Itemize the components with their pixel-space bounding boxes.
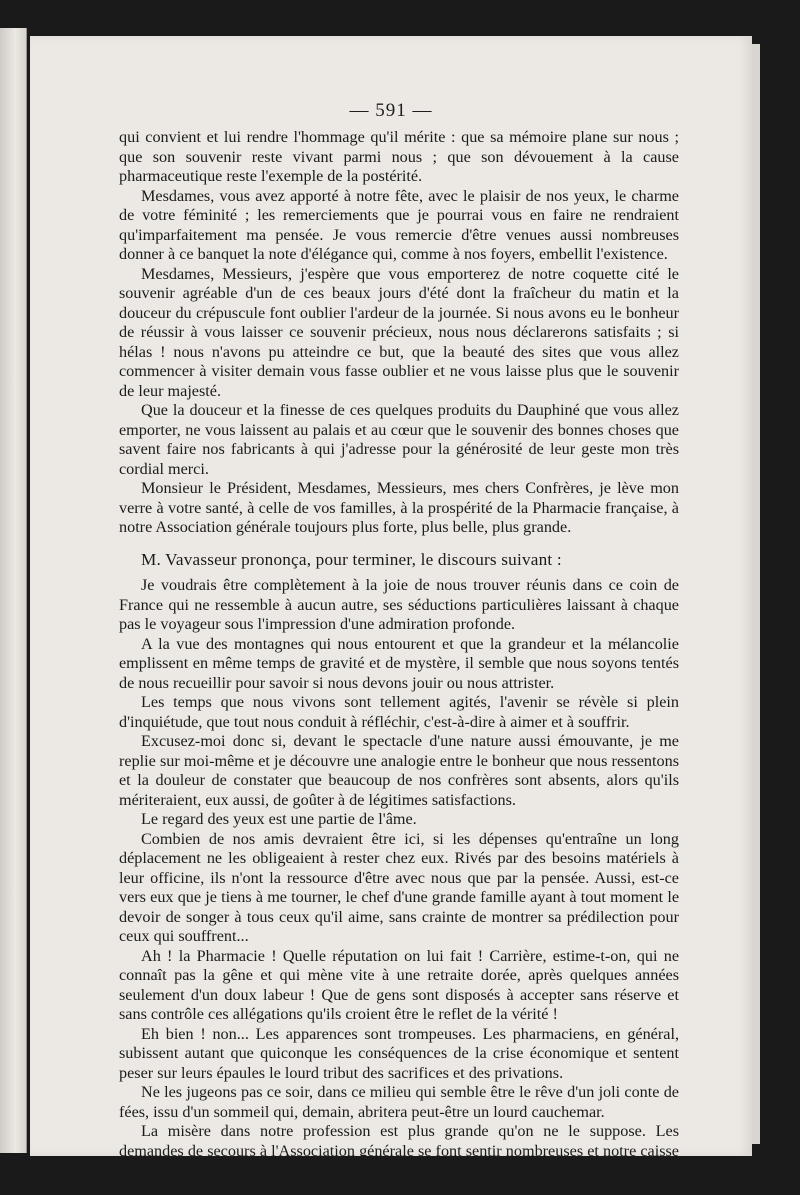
- paragraph: Le regard des yeux est une partie de l'âme.: [141, 810, 417, 828]
- paragraph: Ah ! la Pharmacie ! Quelle réputation on lui fait ! Carrière, estime-t-on, qui ne connaît pas la gêne et qui mène vite à une retraite dorée, après quelques années seulement d'un doux labeur ! Que de gens sont disposés à accepter sans réserve et sans contrôle ces allégations qu'ils croient être le reflet de la vérité !: [119, 946, 679, 1023]
- paragraph: Excusez-moi donc si, devant le spectacle d'une nature aussi émouvante, je me replie sur moi-même et je découvre une analogie entre le bonheur que nous ressentons et la douleur de constater que beaucoup de nos confrères sont absents, alors qu'ils mériteraient, eux aussi, de goûter à de légitimes satisfactions.: [119, 732, 679, 809]
- paragraph: Monsieur le Président, Mesdames, Messieurs, mes chers Confrères, je lève mon verre à votre santé, à celle de vos familles, à la prospérité de la Pharmacie française, à notre Association générale toujours plus forte, plus belle, plus grande.: [119, 479, 679, 536]
- section-heading: M. Vavasseur prononça, pour terminer, le discours suivant :: [141, 549, 562, 569]
- paragraph: A la vue des montagnes qui nous entourent et que la grandeur et la mélancolie emplissent en même temps de gravité et de mystère, il semble que nous soyons tentés de nous recueillir pour savoir si nous devons jouir ou nous attrister.: [119, 634, 679, 692]
- paragraph: Eh bien ! non... Les apparences sont trompeuses. Les pharmaciens, en général, subissent autant que quiconque les conséquences de la crise économique et sentent peser sur leurs épaules le lourd tribut des sacrifices et des privations.: [119, 1024, 679, 1082]
- page-number: — 591 —: [349, 100, 433, 121]
- paragraph: Que la douceur et la finesse de ces quelques produits du Dauphiné que vous allez emporter, ne vous laissent au palais et au cœur que le souvenir des bonnes choses que savent faire nos fabricants à qui j'adresse pour la générosité de leur geste mon très cordial merci.: [119, 401, 679, 478]
- paragraph: qui convient et lui rendre l'hommage qu'il mérite : que sa mémoire plane sur nous ; que son souvenir reste vivant parmi nous ; que son dévouement à la cause pharmaceutique reste l'exemple de la postérité.: [119, 128, 679, 185]
- paragraph: Les temps que nous vivons sont tellement agités, l'avenir se révèle si plein d'inquiétude, que tout nous conduit à réfléchir, c'est-à-dire à aimer et à souffrir.: [119, 693, 679, 731]
- page-body: [119, 128, 679, 1181]
- paragraph: Mesdames, Messieurs, j'espère que vous emporterez de notre coquette cité le souvenir agréable d'un de ces beaux jours d'été dont la fraîcheur du matin et la douceur du crépuscule font oublier l'ardeur de la journée. Si nous avons eu le bonheur de réussir à vous laisser ce souvenir précieux, nous nous déclarerons satisfaits ; si hélas ! nous n'avons pu atteindre ce but, que la beauté des sites que vous allez commencer à visiter demain vous fasse oublier et ne vous laisse plus que le souvenir de leur majesté.: [119, 264, 679, 400]
- paragraph: Ne les jugeons pas ce soir, dans ce milieu qui semble être le rêve d'un joli conte de fées, issu d'un sommeil qui, demain, abritera peut-être un lourd cauchemar.: [119, 1083, 679, 1121]
- facing-page-edge: [0, 28, 27, 1153]
- paragraph: Je voudrais être complètement à la joie de nous trouver réunis dans ce coin de France qui ne ressemble à aucun autre, ses séductions particulières laissant à chaque pas le voyageur sous l'impression d'une admiration profonde.: [119, 576, 679, 633]
- book-page: [30, 36, 752, 1179]
- paragraph: La misère dans notre profession est plus grande qu'on ne le suppose. Les demandes de secours à l'Association générale se font sentir nombreuses et notre caisse atteste de l'impossibilité de les satisfaire complètement.: [119, 1122, 679, 1179]
- paragraph: Combien de nos amis devraient être ici, si les dépenses qu'entraîne un long déplacement ne les obligeaient à rester chez eux. Rivés par des besoins matériels à leur officine, ils n'ont la ressource d'être avec nous que par la pensée. Aussi, est-ce vers eux que je tiens à me tourner, le chef d'une grande famille ayant à tout moment le devoir de songer à tous ceux qu'il aime, sans crainte de montrer sa prédilection pour ceux qui souffrent...: [119, 829, 679, 945]
- paragraph: Mesdames, vous avez apporté à notre fête, avec le plaisir de nos yeux, le charme de votre féminité ; les remerciements que je pourrai vous en faire ne rendraient qu'imparfaitement ma pensée. Je vous remercie d'être venues aussi nombreuses donner à ce banquet la note d'élégance qui, comme à nos foyers, embellit l'existence.: [119, 186, 679, 263]
